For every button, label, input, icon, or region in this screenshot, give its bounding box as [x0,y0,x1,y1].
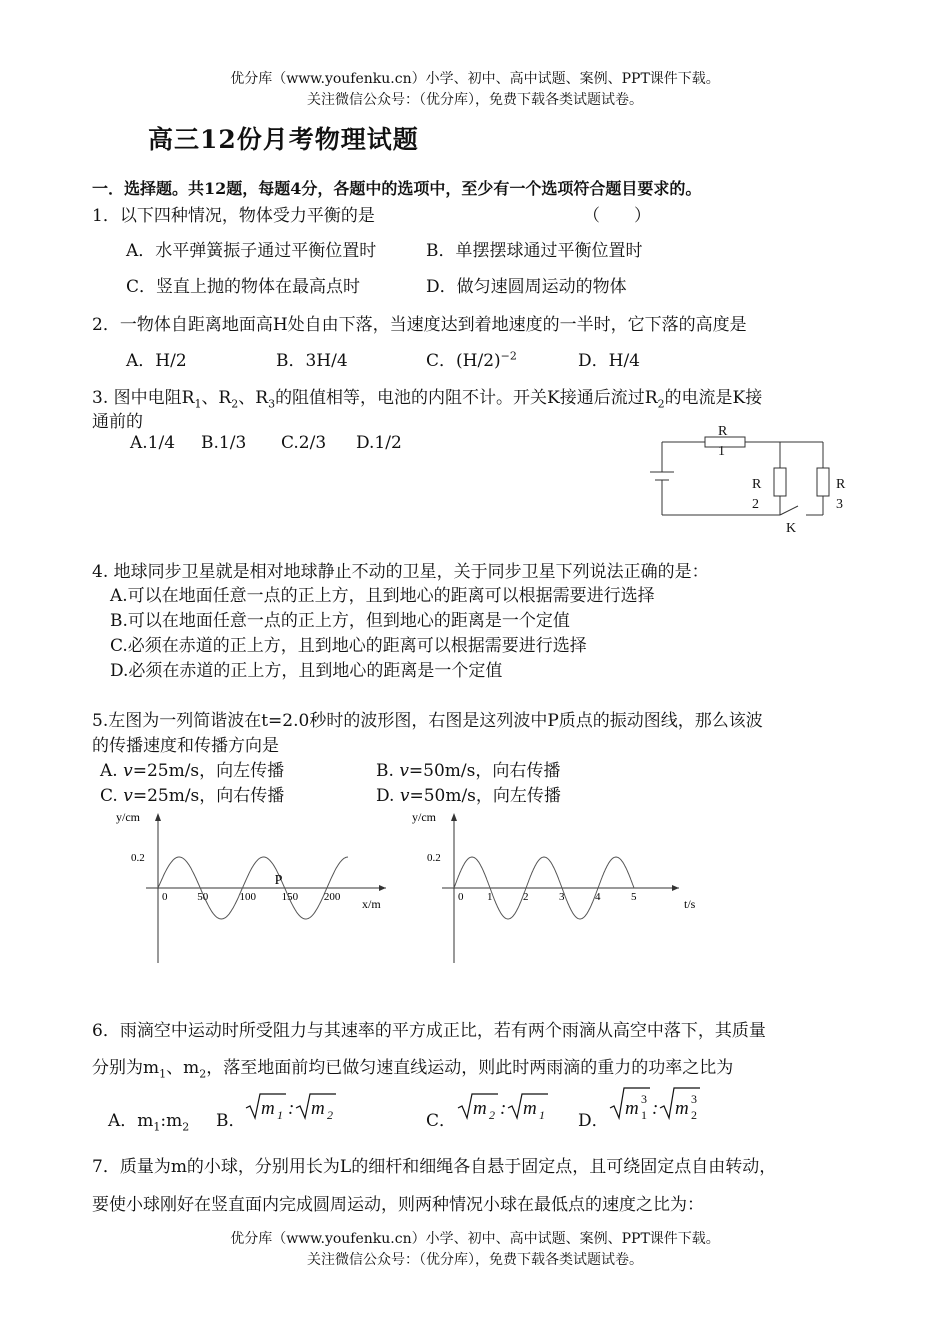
sup-3b: 3 [691,1092,697,1106]
header-line-2: 关注微信公众号：（优分库），免费下载各类试题试卷。 [307,92,643,108]
header-line-1: 优分库（www.youfenku.cn）小学、初中、高中试题、案例、PPT课件下载。 [230,71,720,87]
q6-option-b-label: B． [216,1111,246,1131]
sub-2: 2 [691,1108,697,1122]
m-2: m [523,1098,537,1119]
q7-stem-line-1: 7．质量为m的小球，分别用长为L的细杆和细绳各自悬于固定点，且可绕固定点自由转动， [92,1157,777,1177]
q6-option-c-formula [456,1090,556,1126]
sub-1: 1 [277,1108,283,1122]
sub-2: 2 [489,1108,495,1122]
sub-1: 1 [539,1108,545,1122]
x-axis-arrow [379,885,386,891]
sub-2: 2 [327,1108,333,1122]
sup-3: 3 [641,1092,647,1106]
q3-stem-line-1: 3. 图中电阻$R_1$、$R_2$、$R_3$的阻值相等，电池的内阻不计。开关K接通后流过$R_2$的电流是K接 [92,388,763,411]
q3-option-c: C.2/3 [281,433,327,453]
colon-1: : [288,1098,295,1119]
q3-option-d: D.1/2 [356,433,402,453]
x-tick-label: 0 [458,891,464,903]
q1-answer-paren: （ ） [583,206,651,226]
x-tick-label: 50 [197,891,209,903]
y-tick-label: 0.2 [427,852,441,864]
x-tick-label: 2 [523,891,529,903]
x-axis-arrow [672,885,679,891]
q6-option-c-label: C． [426,1111,457,1131]
q5-stem-line-2: 的传播速度和传播方向是 [92,736,279,756]
x-axis-label: x/m [362,897,381,911]
r2-label: R [752,477,762,492]
q4-option-a: A.可以在地面任意一点的正上方，且到地心的距离可以根据需要进行选择 [110,586,655,606]
q1-stem: 1．以下四种情况，物体受力平衡的是 [92,206,375,226]
k-label: K [786,521,797,536]
q1-option-c: C．竖直上抛的物体在最高点时 [126,277,361,297]
switch-k [780,506,798,515]
m-1: m [625,1098,639,1119]
vibration-graph [400,805,720,970]
q5-option-c: C. v=25m/s，向右传播 [100,786,285,806]
q5-option-d: D. v=50m/s，向左传播 [376,786,561,806]
q6-option-d-label: D． [578,1111,609,1131]
m-1: m [473,1098,487,1119]
q6-option-a: A．$m_1:m_2$ [108,1111,190,1134]
q6-stem-line-2: 分别为$m_1$、$m_2$，落至地面前均已做匀速直线运动，则此时两雨滴的重力的功率之比为 [92,1058,734,1081]
y-axis-label: y/cm [116,810,140,824]
q7-stem-line-2: 要使小球刚好在竖直面内完成圆周运动，则两种情况小球在最低点的速度之比为： [92,1195,704,1215]
q2-option-c: C．$(H/2)^{-2}$ [426,349,517,371]
q6-option-d-formula [608,1084,708,1126]
footer-line-1: 优分库（www.youfenku.cn）小学、初中、高中试题、案例、PPT课件下载。 [230,1231,720,1247]
page-title: 高三12份月考物理试题 [148,125,419,154]
x-tick-label: 1 [487,891,493,903]
x-tick-label: 5 [631,891,637,903]
point-p-label: P [274,873,283,888]
x-tick-label: 200 [323,891,341,903]
q1-option-b: B．单摆摆球通过平衡位置时 [426,241,643,261]
y-axis-label: y/cm [412,810,436,824]
q3-stem-line-2: 通前的 [92,412,143,432]
q2-option-d: D．H/4 [578,351,640,371]
q5-option-b: B. v=50m/s，向右传播 [376,761,561,781]
q2-option-b: B．3H/4 [276,351,348,371]
x-tick-label: 0 [162,891,168,903]
r2-subscript: 2 [752,497,759,512]
q2-stem: 2．一物体自距离地面高H处自由下落，当速度达到着地速度的一半时，它下落的高度是 [92,315,747,335]
q1-option-a: A．水平弹簧振子通过平衡位置时 [126,241,377,261]
resistor-r3 [817,468,829,496]
q3-option-a: A.1/4 [130,433,176,453]
q6-stem-line-1: 6．雨滴空中运动时所受阻力与其速率的平方成正比，若有两个雨滴从高空中落下，其质量 [92,1021,766,1041]
x-axis-label: t/s [684,897,696,911]
x-tick-label: 100 [239,891,256,903]
y-tick-label: 0.2 [131,852,145,864]
m-1: m [261,1098,275,1119]
resistor-r2 [774,468,786,496]
footer-line-2: 关注微信公众号：（优分库），免费下载各类试题试卷。 [307,1252,643,1268]
circuit-diagram [640,420,870,540]
r3-subscript: 3 [836,497,843,512]
colon-1: : [500,1098,507,1119]
m-2: m [675,1098,689,1119]
q2-option-a: A．H/2 [126,351,187,371]
q4-option-c: C.必须在赤道的正上方，且到地心的距离可以根据需要进行选择 [110,636,587,656]
q6-option-b-formula [244,1090,344,1126]
x-tick-label: 4 [595,891,601,903]
r1-label: R [718,424,728,439]
q5-option-a: A. v=25m/s，向左传播 [100,761,285,781]
q4-option-d: D.必须在赤道的正上方，且到地心的距离是一个定值 [110,661,503,681]
r1-subscript: 1 [718,444,725,459]
colon-1: : [652,1098,659,1119]
y-axis-arrow [155,813,161,821]
x-tick-label: 3 [559,891,565,903]
q4-option-b: B.可以在地面任意一点的正上方，但到地心的距离是一个定值 [110,611,570,631]
section-heading: 一．选择题。共12题，每题4分，各题中的选项中，至少有一个选项符合题目要求的。 [92,179,702,198]
x-tick-label: 150 [281,891,299,903]
m-2: m [311,1098,325,1119]
r3-label: R [836,477,846,492]
q3-option-b: B.1/3 [201,433,247,453]
q4-stem: 4. 地球同步卫星就是相对地球静止不动的卫星，关于同步卫星下列说法正确的是： [92,562,709,582]
sub-1: 1 [641,1108,647,1122]
q5-stem-line-1: 5.左图为一列简谐波在t=2.0秒时的波形图，右图是这列波中P质点的振动图线，那么该波 [92,711,763,731]
y-axis-arrow [451,813,457,821]
wave-graph [100,805,400,970]
q1-option-d: D．做匀速圆周运动的物体 [426,277,627,297]
